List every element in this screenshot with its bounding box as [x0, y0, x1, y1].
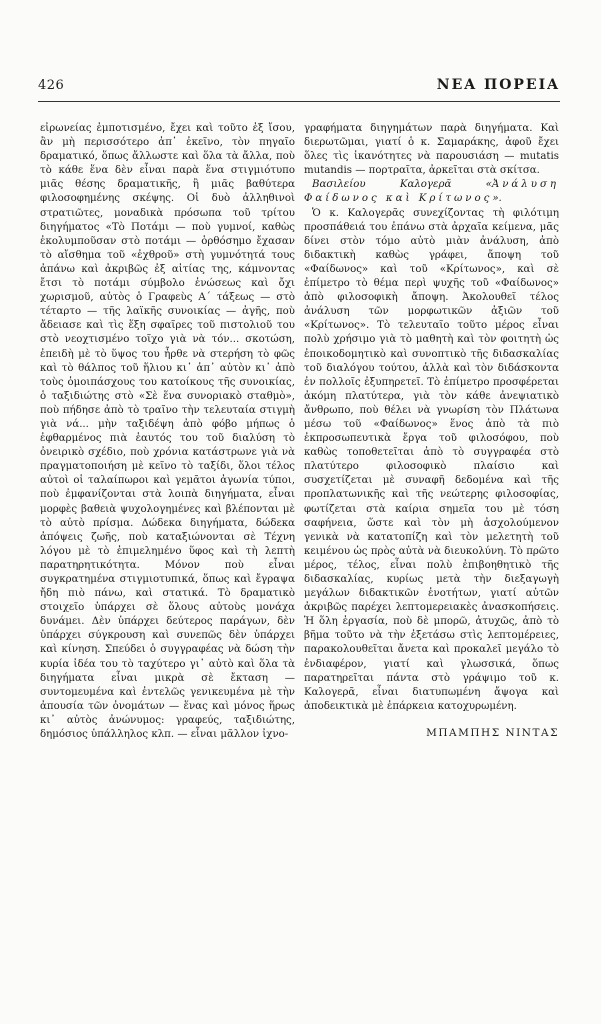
header-rule: [38, 101, 560, 102]
page-number: 426: [38, 78, 65, 93]
page-header: [38, 78, 560, 98]
author-signature: ΜΠΑΜΠΗΣ ΝΙΝΤΑΣ: [426, 726, 559, 739]
left-column: [40, 122, 295, 1012]
right-column: [304, 122, 559, 842]
review-heading: [304, 178, 559, 206]
paragraph: Ὁ κ. Καλογερᾶς συνεχίζοντας τὴ φιλότιμη προσπάθειά του ἐπάνω στὰ ἀρχαῖα κείμενα, μᾶς δίνει στὸν τόμο αὐτὸ μιὰν ἀνάλυση, ἀπὸ διδακτικὴ καθὼς γράφει, ἄποψη τοῦ «Φαίδωνος» καὶ τοῦ «Κρίτωνος», καὶ σὲ ἐπίμετρο τὸ θέμα περὶ ψυχῆς τοῦ «Φαίδωνος» ἀπὸ φιλοσοφικὴ ἄποψη. Ἀκολουθεῖ τέλος ἀνάλυση τῶν μορφωτικῶν ἀξιῶν τοῦ «Κρίτωνος». Τὸ τελευταῖο τοῦτο μέρος εἶναι πολὺ χρήσιμο γιὰ τὸ μαθητὴ καὶ τὸν φοιτητὴ ὡς ἐποικοδομητικὸ καὶ συνοπτικὸ τῆς διδασκαλίας τοῦ διαλόγου τούτου, ἀλλὰ καὶ τὸν διδάσκοντα ἐν πολλοῖς ἐξυπηρετεῖ. Τὸ ἐπίμετρο προσφέρεται ἀκόμη πλατύτερα, γιὰ τὸν κάθε ἀνεψιατικὸ ἄνθρωπο, ποὺ θέλει νὰ γνωρίση τὸν Πλάτωνα μέσω τοῦ «Φαίδωνος» ἕνος ἀπὸ τὰ πιὸ ἐκπροσωπευτικὰ ἔργα τοῦ φιλοσόφου, ποὺ καθὼς τοποθετεῖται ἀπὸ τὸ συγγραφέα στὸ πλατύτερο φιλοσοφικὸ πλαίσιο καὶ συσχετίζεται μὲ συναφῆ δεδομένα καὶ τῆς προπλατωνικῆς καὶ τῆς νεώτερης φιλοσοφίας, φωτίζεται στὰ καίρια σημεῖα του μὲ τόση σαφήνεια, ὥστε καὶ τὸν μὴ ἀσχολούμενον γενικὰ νὰ κατατοπίζη καὶ τὸν μελετητὴ τοῦ κειμένου ὡς πρὸς αὐτὰ νὰ διευκολύνη. Τὸ πρῶτο μέρος, τέλος, εἶναι πολὺ ἐπιβοηθητικὸ τῆς διδασκαλίας, κυρίως μετὰ τὴν διεξαγωγὴ μεγάλων διδακτικῶν ἑνοτήτων, γιατί αὐτῶν ἀκριβῶς παρέχει λεπτομερειακὲς ἀνασκοπήσεις. Ἡ ὅλη ἐργασία, ποὺ δὲ μπορῶ, ἀτυχῶς, ἀπὸ τὸ βῆμα τοῦτο νὰ τὴν ἐξετάσω στὶς λεπτομέρειες, παρακολουθεῖται ἄνετα καὶ προκαλεῖ μεγάλο τὸ ἐνδιαφέρον, γιατί καὶ γλωσσικά, ὅπως παρατηρεῖται πάντα στὸ γράψιμο τοῦ κ. Καλογερᾶ, εἶναι διατυπωμένη ἄψογα καὶ ἀποδεικτικὰ μὲ ἐπάρκεια κατοχυρωμένη.: [304, 207, 559, 712]
paragraph: γραφήματα διηγημάτων παρὰ διηγήματα. Καὶ διερωτῶμαι, γιατί ὁ κ. Σαμαράκης, ἀφοῦ ἔχει ὅλες τὶς ἱκανότητες νὰ παρουσιάση — mutatis mutandis — πορτραῖτα, ἀρκεῖται στὰ σκίτσα.: [304, 123, 559, 177]
review-book-title: Ἀνάλυση Φαίδωνος καὶ Κρίτωνος: [304, 179, 559, 205]
review-author: Βασιλείου Καλογερᾶ «: [312, 179, 492, 191]
paragraph: εἰρωνείας ἐμποτισμένο, ἔχει καὶ τοῦτο ἐξ ἴσου, ἂν μὴ περισσότερο ἀπ᾿ ἐκεῖνο, τὸν πηγαῖο δραματικό, ὅπως ἄλλωστε καὶ ὅλα τὰ ἄλλα, ποὺ τὸ κάθε ἕνα δὲν εἶναι παρὰ ἕνα στιγμιότυπο μιᾶς θέσης δραματικῆς, ἢ μιᾶς βαθύτερα φιλοσοφημένης σκέψης. Οἱ δυὸ ἀλληθινοὶ στρατιῶτες, μοναδικὰ πρόσωπα τοῦ τρίτου διηγήματος «Τὸ Ποτάμι — ποὺ γυμνοί, καθὼς ἐκολυμποῦσαν στὸ ποτάμι — ὁρθόσημο ἔχασαν τὸ αἴσθημα τοῦ «ἐχθροῦ» στὴ γυμνότητά τους ἀπάνω καὶ ἀκριβῶς ἐξ αἰτίας της, κάμνοντας ἔτσι τὸ ποτάμι σύμβολο ἑνώσεως καὶ ὄχι χωρισμοῦ, αὐτὸς ὁ Γραφεὺς Α΄ τάξεως — στὸ τέταρτο — τῆς λαϊκῆς συνοικίας — ἀγῆς, ποὺ ἄδειασε καὶ τὶς ἕξη σφαῖρες τοῦ πιστολιοῦ του στὸ νεοχτισμένο τοῖχο γιὰ νὰ τόν... σκοτώση, ἐπειδὴ μὲ τὸ ὕψος του ἦρθε νὰ στερήση τὸ φῶς καὶ τὸ θάλπος τοῦ ἥλιου κι᾿ ἀπ᾿ αὐτὸν κι᾿ ἀπὸ τοὺς ὁμοιπάσχους του κατοίκους τῆς συνοικίας, ὁ ταξιδιώτης στὸ «Σὲ ἕνα συνοριακὸ σταθμὸ», ποὺ πήδησε ἀπὸ τὸ τραῖνο τὴν τελευταία στιγμὴ γιὰ νά... μὴν ταξιδέψη ἀπὸ φόβο μήπως ὁ ἐφθαρμένος πιὰ ἑαυτός του τοῦ διαλύση τὸ ὀνειρικὸ σχέδιο, ποὺ χρόνια κατάστρωνε γιὰ νὰ πραγματοποιήση μὲ κεῖνο τὸ ταξίδι, ὅλοι τέλος αὐτοὶ οἱ ταλαίπωροι καὶ γεμᾶτοι ἀγωνία τύποι, ποὺ ἐμφανίζονται στὰ λοιπὰ διηγήματα, εἶναι μορφὲς βαθειὰ ψυχολογημένες καὶ βλέπονται μὲ τὸ αὐτὸ πρίσμα. Δώδεκα διηγήματα, δώδεκα ἀπόψεις ζωῆς, ποὺ καταξιώνονται σὲ Τέχνη λόγου μὲ τὸ ἐπιμελημένο ὕφος καὶ τὴ λεπτὴ παρατηρητικότητα. Μόνον ποὺ εἶναι συγκρατημένα στιγμιοτυπικά, ὅπως καὶ ἔγραψα ἤδη πιὸ πάνω, καὶ στατικά. Τὸ δραματικὸ στοιχεῖο ὑπάρχει σὲ ὅλους αὐτοὺς μονάχα δυνάμει. Δὲν ὑπάρχει δεύτερος παράγων, δὲν ὑπάρχει σύγκρουση καὶ συνεπῶς δὲν ὑπάρχει καὶ κίνηση. Σπεύδει ὁ συγγραφέας νὰ δώση τὴν κυρία ἰδέα του τὸ ταχύτερο γι᾿ αὐτὸ καὶ ὅλα τὰ διηγήματα εἶναι μικρὰ σὲ ἔκταση — συντομευμένα καὶ ἐντελῶς γενικευμένα μὲ τὴν ἀπουσία τῶν ὀνομάτων — ἕνας καὶ μόνος ἥρως κι᾿ αὐτὸς ἀνώνυμος: γραφεύς, ταξιδιώτης, δημόσιος ὑπάλληλος κλπ. — εἶναι μᾶλλον ἰχνο-: [40, 123, 295, 741]
review-heading-close: ».: [492, 193, 502, 205]
running-title: ΝΕΑ ΠΟΡΕΙΑ: [436, 77, 560, 93]
